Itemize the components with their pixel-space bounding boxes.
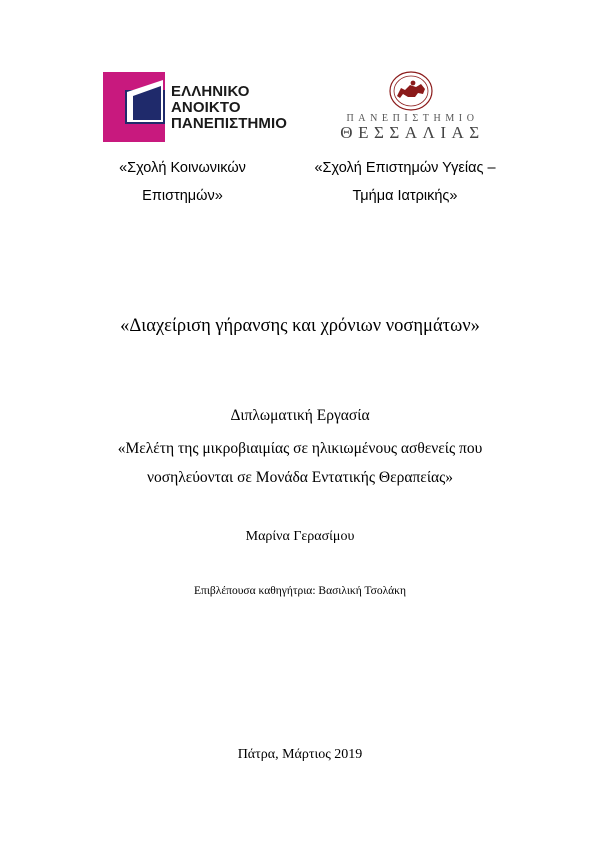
school-left-line1: «Σχολή Κοινωνικών (119, 160, 246, 176)
eap-logo-mark (103, 72, 165, 142)
program-title: «Διαχείριση γήρανσης και χρόνιων νοσημάτων» (120, 316, 480, 336)
supervisor: Επιβλέπουσα καθηγήτρια: Βασιλική Τσολάκη (193, 585, 406, 597)
uth-logo-line1: ΠΑΝΕΠΙΣΤΗΜΙΟ (346, 113, 479, 124)
uth-seal-icon (388, 70, 434, 112)
eap-logo-line: ΑΝΟΙΚΤΟ (171, 99, 241, 116)
thesis-type: Διπλωματική Εργασία (230, 407, 370, 424)
place-date: Πάτρα, Μάρτιος 2019 (237, 747, 363, 762)
uth-logo-line2: ΘΕΣΣΑΛΙΑΣ (340, 123, 485, 142)
school-right-line2: Τμήμα Ιατρικής» (352, 188, 458, 204)
school-left-line2: Επιστημών» (142, 188, 223, 204)
uth-logo (320, 70, 510, 142)
eap-logo-line: ΠΑΝΕΠΙΣΤΗΜΙΟ (171, 115, 288, 132)
school-left (110, 158, 255, 206)
author-name: Μαρίνα Γερασίμου (245, 529, 355, 544)
eap-logo-text (171, 84, 287, 132)
eap-logo-line: ΕΛΛΗΝΙΚΟ (171, 83, 250, 100)
thesis-title-line2: νοσηλεύονται σε Μονάδα Εντατικής Θεραπείας» (147, 469, 453, 486)
eap-logo (103, 72, 293, 142)
school-right (305, 158, 505, 206)
school-right-line1: «Σχολή Επιστημών Υγείας – (314, 160, 496, 176)
thesis-title-line1: «Μελέτη της μικροβιαιμίας σε ηλικιωμένους ασθενείς που (117, 440, 483, 457)
